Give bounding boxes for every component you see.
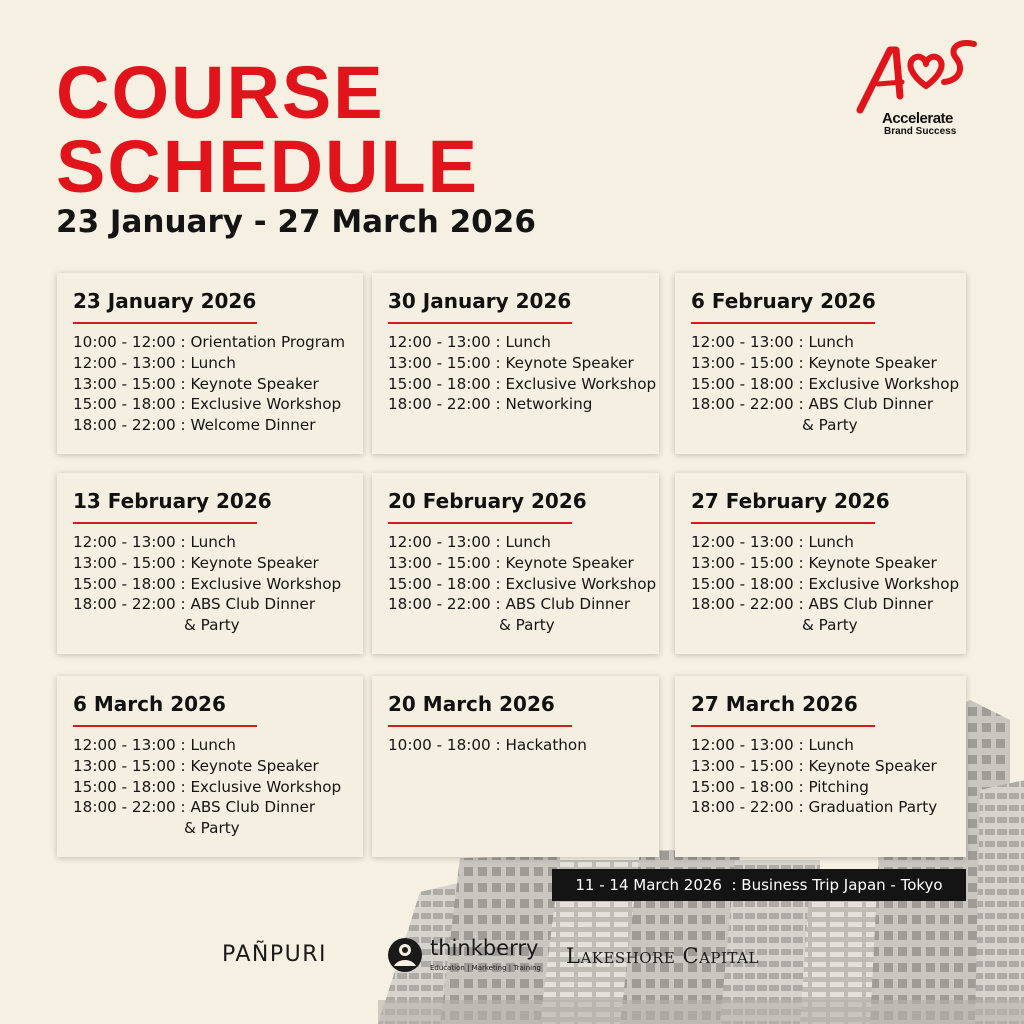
card-date: 27 March 2026 [691, 692, 858, 716]
card-date: 6 February 2026 [691, 289, 876, 313]
session-row: 18:00 - 22:00 : ABS Club Dinner [73, 798, 316, 817]
thinkberry-logo [386, 936, 546, 976]
panpuri-logo: PAÑPURI [222, 942, 328, 967]
card-divider [691, 322, 875, 324]
session-row: 12:00 - 13:00 : Lunch [73, 736, 236, 754]
card-date: 20 February 2026 [388, 489, 587, 513]
session-row: 12:00 - 13:00 : Lunch [73, 533, 236, 551]
page-title-line-1: COURSE [56, 51, 385, 134]
page-title-line-2: SCHEDULE [56, 125, 480, 208]
logo-name: Accelerate [882, 110, 953, 127]
session-row: 15:00 - 18:00 : Exclusive Workshop [691, 374, 960, 393]
card-divider [388, 522, 572, 524]
card-date: 20 March 2026 [388, 692, 555, 716]
session-row: 10:00 - 18:00 : Hackathon [388, 736, 587, 754]
session-row-continuation: & Party [184, 819, 240, 838]
session-row-continuation: & Party [499, 616, 555, 635]
session-row: 13:00 - 15:00 : Keynote Speaker [691, 353, 937, 372]
session-row: 15:00 - 18:00 : Exclusive Workshop [73, 395, 342, 414]
card-date: 30 January 2026 [388, 289, 572, 313]
lakeshore-capital-logo: Lakeshore Capital [566, 944, 759, 968]
thinkberry-berry-icon [386, 936, 424, 974]
card-divider [73, 725, 257, 727]
session-row: 18:00 - 22:00 : ABS Club Dinner [691, 595, 934, 614]
business-trip-banner: 11 - 14 March 2026 : Business Trip Japan - Tokyo [552, 869, 966, 901]
session-row: 18:00 - 22:00 : ABS Club Dinner [73, 595, 316, 614]
session-row: 13:00 - 15:00 : Keynote Speaker [73, 553, 319, 572]
session-row: 12:00 - 13:00 : Lunch [388, 533, 551, 551]
session-row: 15:00 - 18:00 : Exclusive Workshop [388, 574, 657, 593]
logo-tagline: Brand Success [884, 126, 957, 137]
session-row: 12:00 - 13:00 : Lunch [73, 353, 236, 372]
session-row: 12:00 - 13:00 : Lunch [691, 333, 854, 351]
session-row: 18:00 - 22:00 : ABS Club Dinner [691, 395, 934, 414]
card-divider [73, 322, 257, 324]
session-row: 15:00 - 18:00 : Exclusive Workshop [73, 777, 342, 796]
session-row: 15:00 - 18:00 : Exclusive Workshop [73, 574, 342, 593]
session-row: 18:00 - 22:00 : Graduation Party [691, 798, 938, 817]
card-divider [388, 322, 572, 324]
card-date: 23 January 2026 [73, 289, 257, 313]
card-divider [691, 725, 875, 727]
card-divider [73, 522, 257, 524]
session-row: 12:00 - 13:00 : Lunch [691, 736, 854, 754]
date-range-subtitle: 23 January - 27 March 2026 [56, 204, 536, 240]
thinkberry-name: thinkberry [430, 936, 539, 960]
session-row: 12:00 - 13:00 : Lunch [691, 533, 854, 551]
session-row: 15:00 - 18:00 : Pitching [691, 777, 869, 796]
schedule-card [675, 473, 966, 654]
schedule-card [372, 676, 659, 857]
card-date: 27 February 2026 [691, 489, 890, 513]
session-row: 10:00 - 12:00 : Orientation Program [73, 333, 346, 351]
session-row: 13:00 - 15:00 : Keynote Speaker [388, 353, 634, 372]
thinkberry-tagline: Education | Marketing | Training [430, 964, 541, 972]
session-row: 13:00 - 15:00 : Keynote Speaker [73, 374, 319, 393]
session-row-continuation: & Party [802, 616, 858, 635]
session-row: 13:00 - 15:00 : Keynote Speaker [388, 553, 634, 572]
schedule-card [372, 273, 659, 454]
session-row-continuation: & Party [184, 616, 240, 635]
card-date: 13 February 2026 [73, 489, 272, 513]
schedule-card [57, 273, 363, 454]
session-row: 13:00 - 15:00 : Keynote Speaker [691, 756, 937, 775]
schedule-card [675, 676, 966, 857]
session-row: 15:00 - 18:00 : Exclusive Workshop [691, 574, 960, 593]
card-divider [388, 725, 572, 727]
card-date: 6 March 2026 [73, 692, 226, 716]
session-row: 13:00 - 15:00 : Keynote Speaker [691, 553, 937, 572]
session-row: 18:00 - 22:00 : Welcome Dinner [73, 416, 316, 435]
session-row: 13:00 - 15:00 : Keynote Speaker [73, 756, 319, 775]
session-row: 15:00 - 18:00 : Exclusive Workshop [388, 374, 657, 393]
session-row: 18:00 - 22:00 : Networking [388, 395, 593, 414]
session-row-continuation: & Party [802, 416, 858, 435]
card-divider [691, 522, 875, 524]
schedule-card [57, 676, 363, 857]
schedule-card [675, 273, 966, 454]
schedule-card [57, 473, 363, 654]
session-row: 18:00 - 22:00 : ABS Club Dinner [388, 595, 631, 614]
session-row: 12:00 - 13:00 : Lunch [388, 333, 551, 351]
schedule-card [372, 473, 659, 654]
abs-logo-mark-icon [856, 36, 986, 116]
abs-logo [856, 36, 986, 136]
